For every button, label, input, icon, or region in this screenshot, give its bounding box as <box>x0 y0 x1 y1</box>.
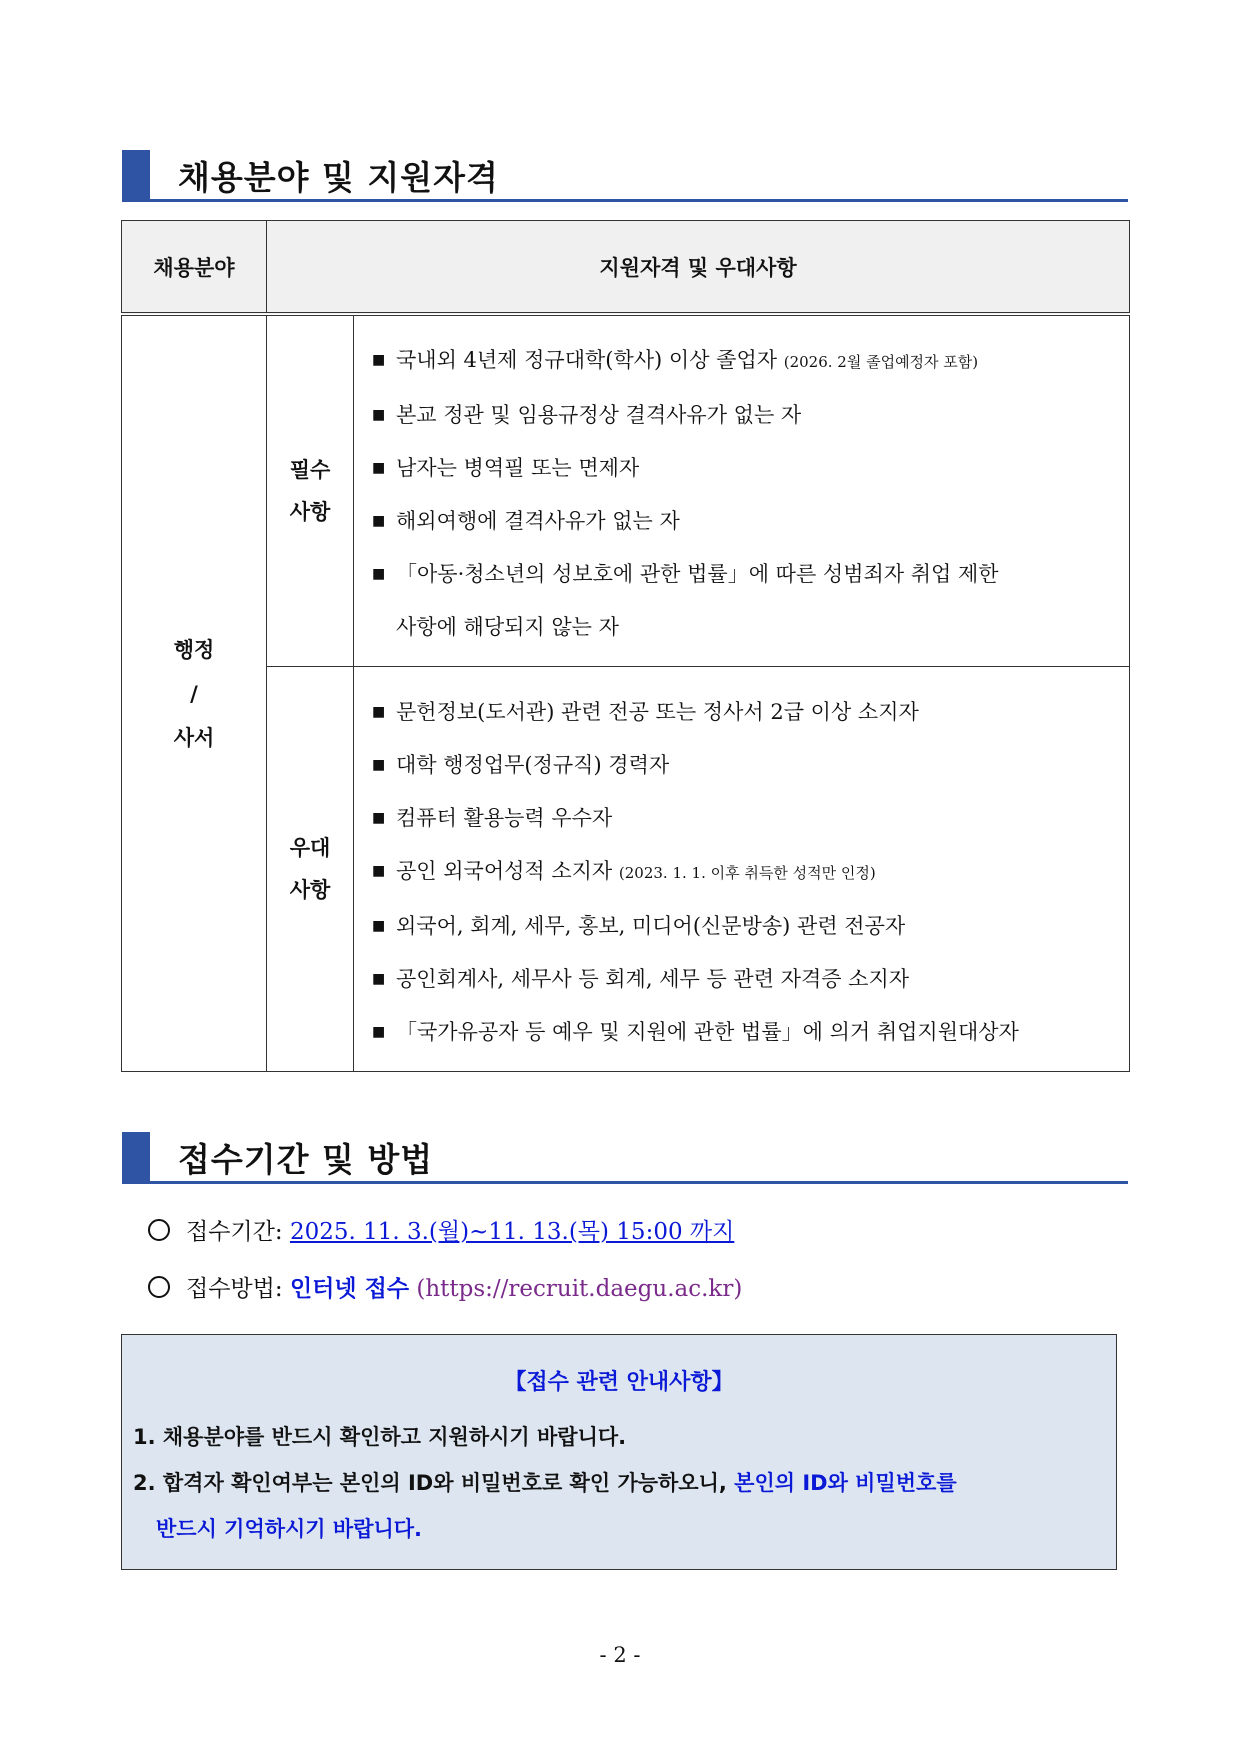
notice-line-2-text: 2. 합격자 확인여부는 본인의 ID와 비밀번호로 확인 가능하오니, <box>133 1471 727 1495</box>
list-item: ■ 「국가유공자 등 예우 및 지원에 관한 법률」에 의거 취업지원대상자 <box>372 1006 1129 1059</box>
list-item: ■ 공인 외국어성적 소지자 (2023. 1. 1. 이후 취득한 성적만 인정) <box>372 845 1129 900</box>
field-cell <box>122 314 267 1072</box>
notice-line-2-emphasis: 본인의 ID와 비밀번호를 <box>734 1471 957 1495</box>
section-header-recruitment <box>122 150 1128 202</box>
section-title: 접수기간 및 방법 <box>178 1140 434 1179</box>
section-marker <box>122 1132 150 1184</box>
qualification-table <box>121 220 1130 1072</box>
notice-line-3: 반드시 기억하시기 바랍니다. <box>156 1517 423 1541</box>
notice-title: 【접수 관련 안내사항】 <box>504 1370 734 1395</box>
method-value: 인터넷 접수 <box>289 1276 410 1302</box>
list-item: ■ 공인회계사, 세무사 등 회계, 세무 등 관련 자격증 소지자 <box>372 953 1129 1006</box>
list-item: ■ 남자는 병역필 또는 면제자 <box>372 442 1129 495</box>
period-label: 접수기간: <box>186 1219 283 1245</box>
table-row-preferred <box>122 667 1130 1072</box>
list-item: ■ 외국어, 회계, 세무, 홍보, 미디어(신문방송) 관련 전공자 <box>372 900 1129 953</box>
notice-box <box>121 1334 1117 1570</box>
period-value: 2025. 11. 3.(월)~11. 13.(목) 15:00 까지 <box>289 1219 735 1245</box>
list-item: ■ 문헌정보(도서관) 관련 전공 또는 정사서 2급 이상 소지자 <box>372 686 1129 739</box>
list-item: ■ 국내외 4년제 정규대학(학사) 이상 졸업자 (2026. 2월 졸업예정자 포함) <box>372 334 1129 389</box>
list-item: ■ 본교 정관 및 임용규정상 결격사유가 없는 자 <box>372 389 1129 442</box>
list-item-continuation: 사항에 해당되지 않는 자 <box>396 615 619 639</box>
section-marker <box>122 150 150 202</box>
notice-line-1: 1. 채용분야를 반드시 확인하고 지원하시기 바랍니다. <box>133 1425 627 1449</box>
table-header-row <box>122 221 1130 315</box>
required-label-line2: 사항 <box>289 500 331 524</box>
preferred-label-line1: 우대 <box>289 836 331 860</box>
circle-bullet-icon <box>148 1219 170 1241</box>
section-title: 채용분야 및 지원자격 <box>178 158 499 197</box>
page-number: - 2 - <box>599 1643 641 1667</box>
section-underline <box>150 1181 1128 1184</box>
list-item: ■ 대학 행정업무(정규직) 경력자 <box>372 739 1129 792</box>
section-underline <box>150 199 1128 202</box>
required-label-line1: 필수 <box>289 458 331 482</box>
circle-bullet-icon <box>148 1276 170 1298</box>
preferred-items-cell <box>354 667 1130 1072</box>
list-item: ■ 해외여행에 결격사유가 없는 자 <box>372 495 1129 548</box>
required-items-cell <box>354 314 1130 667</box>
section-header-reception <box>122 1132 1128 1184</box>
table-row-required <box>122 314 1130 667</box>
reception-method <box>148 1274 742 1304</box>
preferred-label-line2: 사항 <box>289 878 331 902</box>
list-item: ■ 「아동·청소년의 성보호에 관한 법률」에 따른 성범죄자 취업 제한 <box>372 548 1129 601</box>
recruit-url-link[interactable]: (https://recruit.daegu.ac.kr) <box>416 1276 743 1302</box>
reception-period <box>148 1217 734 1247</box>
field-label-line1: 행정 <box>173 637 215 662</box>
required-label-cell <box>267 314 354 667</box>
header-qualifications: 지원자격 및 우대사항 <box>267 221 1130 315</box>
notice-line-2 <box>133 1467 957 1497</box>
list-item: ■ 컴퓨터 활용능력 우수자 <box>372 792 1129 845</box>
field-label-line2: / <box>190 681 198 706</box>
header-field: 채용분야 <box>122 221 267 315</box>
field-label-line3: 사서 <box>173 725 215 750</box>
method-label: 접수방법: <box>186 1276 283 1302</box>
preferred-label-cell <box>267 667 354 1072</box>
